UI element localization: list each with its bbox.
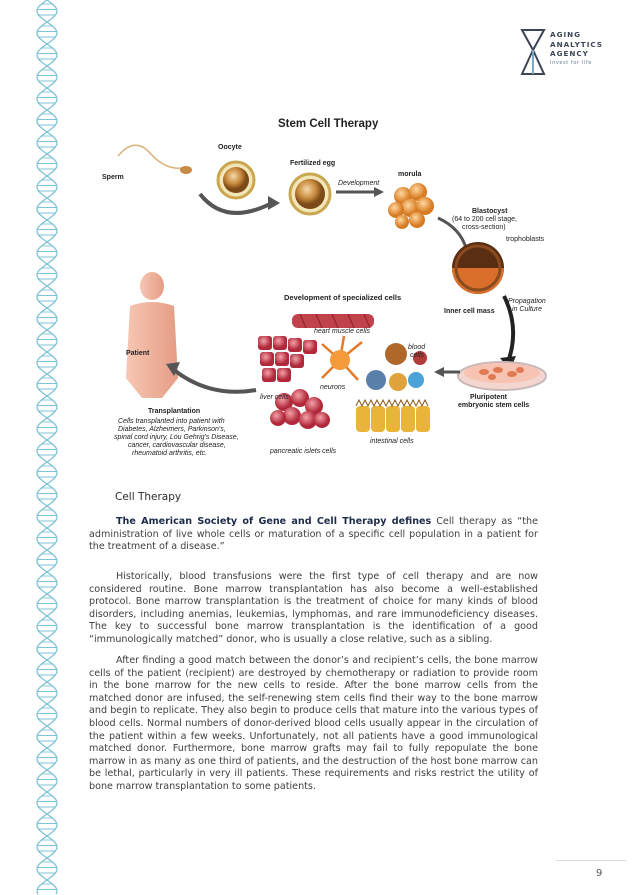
dna-helix-decoration <box>34 0 60 895</box>
label-development: Development <box>338 180 380 187</box>
label-blood-1: blood <box>408 344 426 351</box>
label-trans-line-3: spinal cord injury, Lou Gehrig's Disease, <box>114 434 239 441</box>
label-trans-line-2: Diabetes, Alzheimers, Parkinson's, <box>118 426 226 433</box>
label-blastocyst: Blastocyst <box>472 208 508 215</box>
label-intestinal: intestinal cells <box>370 438 414 445</box>
label-heart-muscle: heart muscle cells <box>314 328 371 335</box>
paragraph-2: Historically, blood transfusions were the first type of cell therapy and are now considered routine. Bone marrow transplantation has also become a well-established protocol. Bone marrow transplantation is the treatment of choice for many kinds of blood disorders, including anemias, leukemias, lymphomas, and rare immunodeficiency diseases. The key to successful bone marrow transplantation is the identification of a good “immunologically matched” donor, who is usually a close relative, such as a sibling. <box>89 571 538 645</box>
label-blastocyst-note-2: cross-section) <box>462 224 506 231</box>
logo-line-2: ANALYTICS <box>550 39 603 49</box>
label-trans-line-1: Cells transplanted into patient with <box>118 418 225 425</box>
label-liver: liver cells <box>260 394 289 401</box>
logo-line-1: AGING <box>550 30 582 39</box>
label-pluripotent-2: embryonic stem cells <box>458 402 530 409</box>
figure-title: Stem Cell Therapy <box>278 118 379 130</box>
label-neurons: neurons <box>320 384 346 391</box>
label-blastocyst-note-1: (64 to 200 cell stage, <box>452 216 517 223</box>
label-trans-line-5: rheumatoid arthritis, etc. <box>132 450 208 457</box>
asgct-definition-link-text: The American Society of Gene and Cell Therapy defines <box>116 516 432 527</box>
label-transplantation: Transplantation <box>148 408 201 415</box>
label-blood-2: cells <box>410 352 425 359</box>
hourglass-logo-icon <box>520 28 546 76</box>
logo-tagline: Invest for life <box>550 59 592 66</box>
label-morula: morula <box>398 171 422 178</box>
logo-wordmark <box>550 30 603 66</box>
paragraph-3: After finding a good match between the donor’s and recipient’s cells, the bone marrow cells of the patient (recipient) are destroyed by chemotherapy or radiation to provide room in the bone marrow for the new cells to reside. After the bone marrow cells from the matched donor are infused, the self-renewing stem cells find their way to the bone marrow and begin to replicate. They also begin to produce cells that mature into the various types of blood cells. Normal numbers of donor-derived blood cells usually appear in the circulation of the patient within a few weeks. Unfortunately, not all patients have a good immunological matched donor. Furthermore, bone marrow grafts may fail to fully repopulate the bone marrow in as many as one third of patients, and the destruction of the host bone marrow can be lethal, particularly in very ill patients. These requirements and risks restrict the utility of bone marrow transplantation to some patients. <box>89 655 538 792</box>
label-patient: Patient <box>126 350 150 357</box>
page-number: 9 <box>596 868 603 879</box>
label-propagation-2: in Culture <box>512 306 542 313</box>
stem-cell-therapy-figure <box>100 108 560 464</box>
label-trophoblasts: trophoblasts <box>506 236 545 243</box>
label-pancreatic: pancreatic islets cells <box>270 448 337 455</box>
label-sperm: Sperm <box>102 174 124 181</box>
paragraph-1 <box>89 516 538 554</box>
label-trans-line-4: cancer, cardiovascular disease, <box>128 442 226 449</box>
agency-logo <box>520 28 620 84</box>
label-propagation-1: Propagation <box>508 298 546 305</box>
logo-line-3: AGENCY <box>550 49 589 58</box>
label-oocyte: Oocyte <box>218 144 242 151</box>
section-title: Cell Therapy <box>115 491 182 503</box>
label-specialized-cells: Development of specialized cells <box>284 293 402 302</box>
label-inner-cell-mass: Inner cell mass <box>444 308 495 315</box>
label-fertilized-egg: Fertilized egg <box>290 160 336 167</box>
label-pluripotent-1: Pluripotent <box>470 394 507 401</box>
footer-rule <box>556 860 626 861</box>
paragraph-1-text: Cell therapy as “the administration of live whole cells or maturation of a specific cell population in a patient for the treatment of a disease.” <box>89 516 538 553</box>
